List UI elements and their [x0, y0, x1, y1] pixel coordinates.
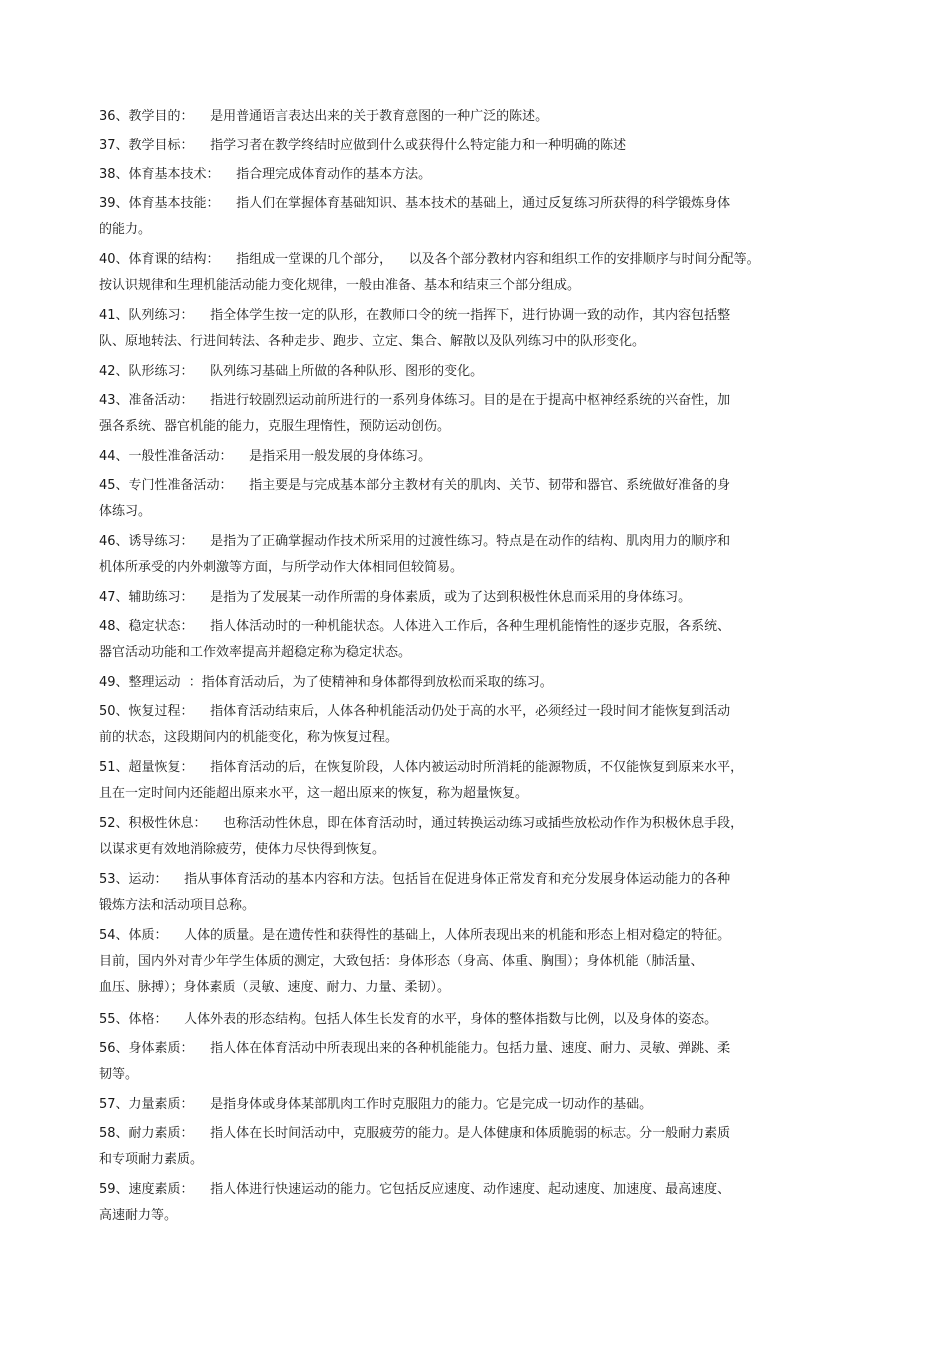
definition-term-line: 54、体质： 人体的质量。是在遗传性和获得性的基础上，人体所表现出来的机能和形态上相对稳定的特征。 — [99, 928, 731, 943]
definition-term-line: 49、整理运动 ：指体育活动后，为了使精神和身体都得到放松而采取的练习。 — [99, 675, 553, 690]
definition-continuation-line: 体练习。 — [99, 504, 152, 519]
definition-entry — [99, 923, 730, 1001]
definition-entry — [99, 811, 743, 863]
definition-term-line: 51、超量恢复： 指体育活动的后，在恢复阶段，人体内被运动时所消耗的能源物质，不仅能恢复到原来水平， — [99, 760, 744, 775]
definition-entry — [99, 614, 730, 666]
definition-term-line: 36、教学目的： 是用普通语言表达出来的关于教育意图的一种广泛的陈述。 — [99, 109, 549, 124]
definition-entry — [99, 867, 730, 919]
definition-continuation-line: 强各系统、器官机能的能力，克服生理惰性，预防运动创伤。 — [99, 419, 451, 434]
definition-term-line: 56、身体素质： 指人体在体育活动中所表现出来的各种机能能力。包括力量、速度、耐力、灵敏、弹跳、柔 — [99, 1041, 731, 1056]
definition-continuation-line: 以谋求更有效地消除疲劳，使体力尽快得到恢复。 — [99, 842, 386, 857]
definition-entry — [99, 388, 730, 440]
definition-term-line: 59、速度素质： 指人体进行快速运动的能力。它包括反应速度、动作速度、起动速度、加速度、最高速度、 — [99, 1182, 731, 1197]
definition-continuation-line: 和专项耐力素质。 — [99, 1152, 204, 1167]
definition-continuation-line: 且在一定时间内还能超出原来水平，这一超出原来的恢复，称为超量恢复。 — [99, 786, 529, 801]
definition-term-line: 40、体育课的结构： 指组成一堂课的几个部分， 以及各个部分教材内容和组织工作的安排顺序与时间分配等。 — [99, 252, 760, 267]
definition-continuation-line: 血压、脉搏）；身体素质（灵敏、速度、耐力、力量、柔韧）。 — [99, 980, 451, 995]
definition-continuation-line: 锻炼方法和活动项目总称。 — [99, 898, 256, 913]
definition-entry — [99, 529, 730, 581]
definition-term-line: 41、队列练习： 指全体学生按一定的队形，在教师口令的统一指挥下，进行协调一致的动作，其内容包括整 — [99, 308, 731, 323]
definition-entry — [99, 699, 730, 751]
definition-continuation-line: 队、原地转法、行进间转法、各种走步、跑步、立定、集合、解散以及队列练习中的队形变化。 — [99, 334, 646, 349]
definition-term-line: 39、体育基本技能： 指人们在掌握体育基础知识、基本技术的基础上，通过反复练习所获得的科学锻炼身体 — [99, 196, 731, 211]
definition-continuation-line: 韧等。 — [99, 1067, 139, 1082]
definition-term-line: 44、一般性准备活动： 是指采用一般发展的身体练习。 — [99, 449, 432, 464]
definition-term-line: 55、体格： 人体外表的形态结构。包括人体生长发育的水平，身体的整体指数与比例，以及身体的姿态。 — [99, 1012, 718, 1027]
definition-entry — [99, 191, 730, 243]
definition-continuation-line: 目前，国内外对青少年学生体质的测定，大致包括：身体形态（身高、体重、胸围）；身体机能（肺活量、 — [99, 954, 704, 969]
definition-entry — [99, 1177, 730, 1229]
definition-term-line: 43、准备活动： 指进行较剧烈运动前所进行的一系列身体练习。目的是在于提高中枢神经系统的兴奋性，加 — [99, 393, 731, 408]
definition-entry — [99, 162, 431, 188]
definition-entry — [99, 473, 730, 525]
definition-term-line: 58、耐力素质： 指人体在长时间活动中，克服疲劳的能力。是人体健康和体质脆弱的标志。分一般耐力素质 — [99, 1126, 731, 1141]
definition-entry — [99, 133, 626, 159]
definition-continuation-line: 按认识规律和生理机能活动能力变化规律，一般由准备、基本和结束三个部分组成。 — [99, 278, 581, 293]
definition-continuation-line: 前的状态，这段期间内的机能变化，称为恢复过程。 — [99, 730, 399, 745]
definition-entry — [99, 247, 760, 299]
definition-entry — [99, 303, 730, 355]
definition-entry — [99, 1007, 717, 1033]
definition-entry — [99, 1121, 730, 1173]
definition-term-line: 37、教学目标： 指学习者在教学终结时应做到什么或获得什么特定能力和一种明确的陈述 — [99, 138, 627, 153]
definition-term-line: 50、恢复过程： 指体育活动结束后，人体各种机能活动仍处于高的水平，必须经过一段时间才能恢复到活动 — [99, 704, 731, 719]
definition-entry — [99, 1036, 730, 1088]
definition-continuation-line: 的能力。 — [99, 222, 152, 237]
definition-term-line: 46、诱导练习： 是指为了正确掌握动作技术所采用的过渡性练习。特点是在动作的结构、肌肉用力的顺序和 — [99, 534, 731, 549]
definition-continuation-line: 机体所承受的内外刺激等方面，与所学动作大体相同但较简易。 — [99, 560, 464, 575]
definition-entry — [99, 444, 431, 470]
definition-entry — [99, 104, 548, 130]
definition-term-line: 47、辅助练习： 是指为了发展某一动作所需的身体素质，或为了达到积极性休息而采用的身体练习。 — [99, 590, 692, 605]
definition-entry — [99, 359, 483, 385]
definition-entry — [99, 755, 743, 807]
definition-term-line: 38、体育基本技术： 指合理完成体育动作的基本方法。 — [99, 167, 432, 182]
definition-continuation-line: 高速耐力等。 — [99, 1208, 178, 1223]
definition-term-line: 53、运动： 指从事体育活动的基本内容和方法。包括旨在促进身体正常发育和充分发展身体运动能力的各种 — [99, 872, 731, 887]
definition-term-line: 42、队形练习： 队列练习基础上所做的各种队形、图形的变化。 — [99, 364, 484, 379]
definition-entry — [99, 1092, 652, 1118]
definition-entry — [99, 670, 553, 696]
definition-entry — [99, 585, 691, 611]
definition-term-line: 52、积极性休息： 也称活动性休息，即在体育活动时，通过转换运动练习或插些放松动作作为积极休息手段， — [99, 816, 744, 831]
definition-continuation-line: 器官活动功能和工作效率提高并超稳定称为稳定状态。 — [99, 645, 412, 660]
definition-term-line: 57、力量素质： 是指身体或身体某部肌肉工作时克服阻力的能力。它是完成一切动作的基础。 — [99, 1097, 653, 1112]
definition-term-line: 45、专门性准备活动： 指主要是与完成基本部分主教材有关的肌肉、关节、韧带和器官、系统做好准备的身 — [99, 478, 731, 493]
definition-term-line: 48、稳定状态： 指人体活动时的一种机能状态。人体进入工作后，各种生理机能惰性的逐步克服，各系统、 — [99, 619, 731, 634]
